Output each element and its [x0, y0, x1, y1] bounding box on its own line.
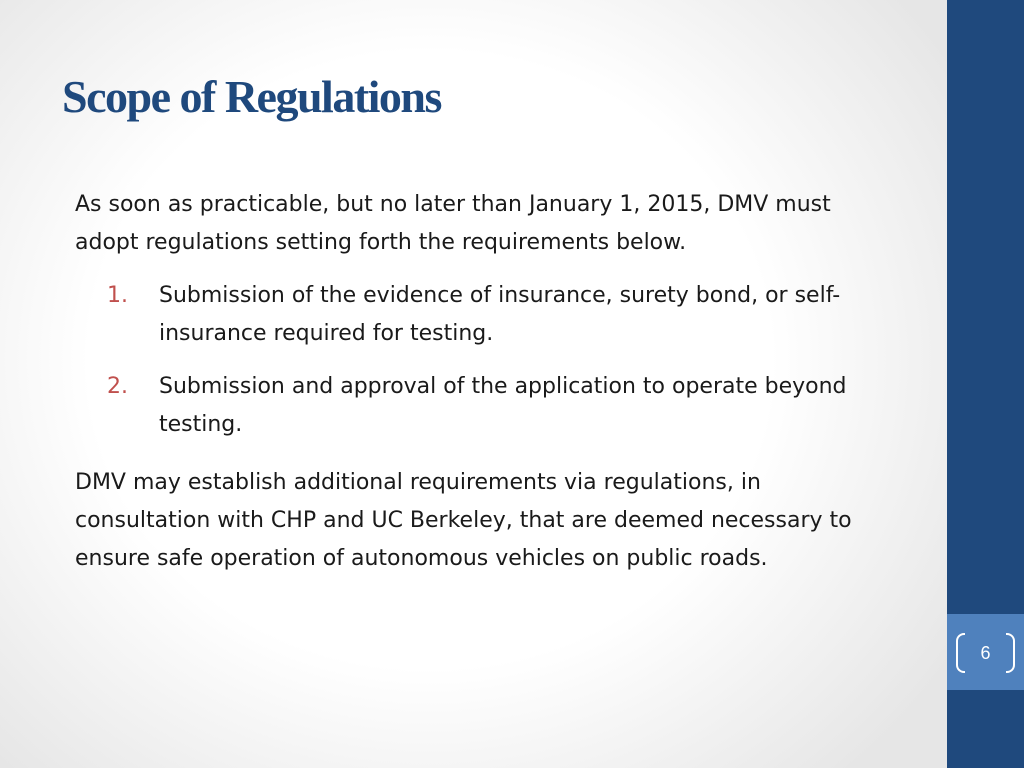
requirements-list	[75, 277, 915, 444]
page-number-box	[947, 614, 1024, 690]
list-number: 2.	[107, 374, 128, 399]
list-item-text: Submission of the evidence of insurance, surety bond, or self-insurance required for testing.	[159, 283, 841, 346]
intro-paragraph: As soon as practicable, but no later than January 1, 2015, DMV must adopt regulations setting forth the requirements below.	[75, 192, 831, 255]
list-number: 1.	[107, 283, 128, 308]
slide-body	[75, 186, 915, 578]
list-item	[75, 368, 879, 444]
closing-paragraph: DMV may establish additional requirements via regulations, in consultation with CHP and UC Berkeley, that are deemed necessary to ensure safe operation of autonomous vehicles on public roads.	[75, 470, 852, 571]
list-item	[75, 277, 879, 353]
list-item-text: Submission and approval of the application to operate beyond testing.	[159, 374, 847, 437]
right-brace-icon	[1006, 633, 1015, 673]
slide-title: Scope of Regulations	[62, 71, 441, 122]
page-number: 6	[980, 643, 991, 663]
